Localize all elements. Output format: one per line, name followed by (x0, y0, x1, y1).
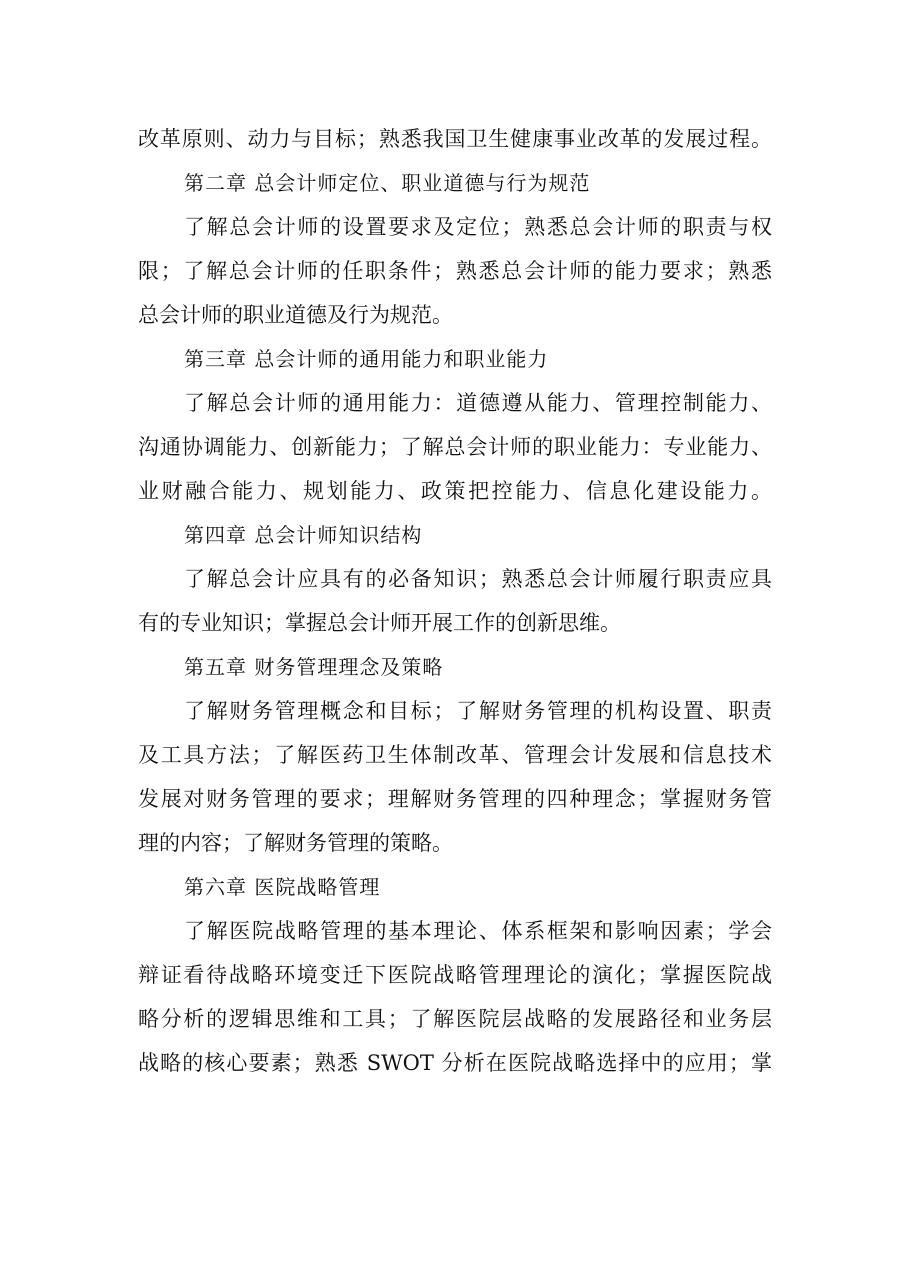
body-line: 战略的核心要素；熟悉 SWOT 分析在医院战略选择中的应用；掌 (138, 1051, 772, 1075)
body-line: 业财融合能力、规划能力、政策把控能力、信息化建设能力。 (138, 479, 772, 503)
body-line: 了解总会计师的通用能力：道德遵从能力、管理控制能力、 (184, 391, 772, 415)
document-page (138, 117, 772, 1085)
body-line: 限；了解总会计师的任职条件；熟悉总会计师的能力要求；熟悉 (138, 259, 772, 283)
body-line: 了解总会计师的设置要求及定位；熟悉总会计师的职责与权 (184, 215, 772, 239)
body-line: 略分析的逻辑思维和工具；了解医院层战略的发展路径和业务层 (138, 1007, 772, 1031)
chapter-heading: 第四章 总会计师知识结构 (184, 523, 423, 547)
body-line: 沟通协调能力、创新能力；了解总会计师的职业能力：专业能力、 (138, 435, 772, 459)
body-line: 有的专业知识；掌握总会计师开展工作的创新思维。 (138, 611, 621, 635)
body-line: 发展对财务管理的要求；理解财务管理的四种理念；掌握财务管 (138, 787, 772, 811)
body-line: 了解财务管理概念和目标；了解财务管理的机构设置、职责 (184, 699, 772, 723)
chapter-heading: 第六章 医院战略管理 (184, 875, 381, 899)
chapter-heading: 第二章 总会计师定位、职业道德与行为规范 (184, 171, 591, 195)
body-line: 及工具方法；了解医药卫生体制改革、管理会计发展和信息技术 (138, 743, 772, 767)
body-line: 理的内容；了解财务管理的策略。 (138, 831, 453, 855)
body-line: 改革原则、动力与目标；熟悉我国卫生健康事业改革的发展过程。 (138, 127, 772, 151)
body-line: 了解医院战略管理的基本理论、体系框架和影响因素；学会 (184, 919, 772, 943)
body-line: 总会计师的职业道德及行为规范。 (138, 303, 453, 327)
chapter-heading: 第五章 财务管理理念及策略 (184, 655, 444, 679)
chapter-heading: 第三章 总会计师的通用能力和职业能力 (184, 347, 549, 371)
body-line: 了解总会计应具有的必备知识；熟悉总会计师履行职责应具 (184, 567, 772, 591)
body-line: 辩证看待战略环境变迁下医院战略管理理论的演化；掌握医院战 (138, 963, 772, 987)
